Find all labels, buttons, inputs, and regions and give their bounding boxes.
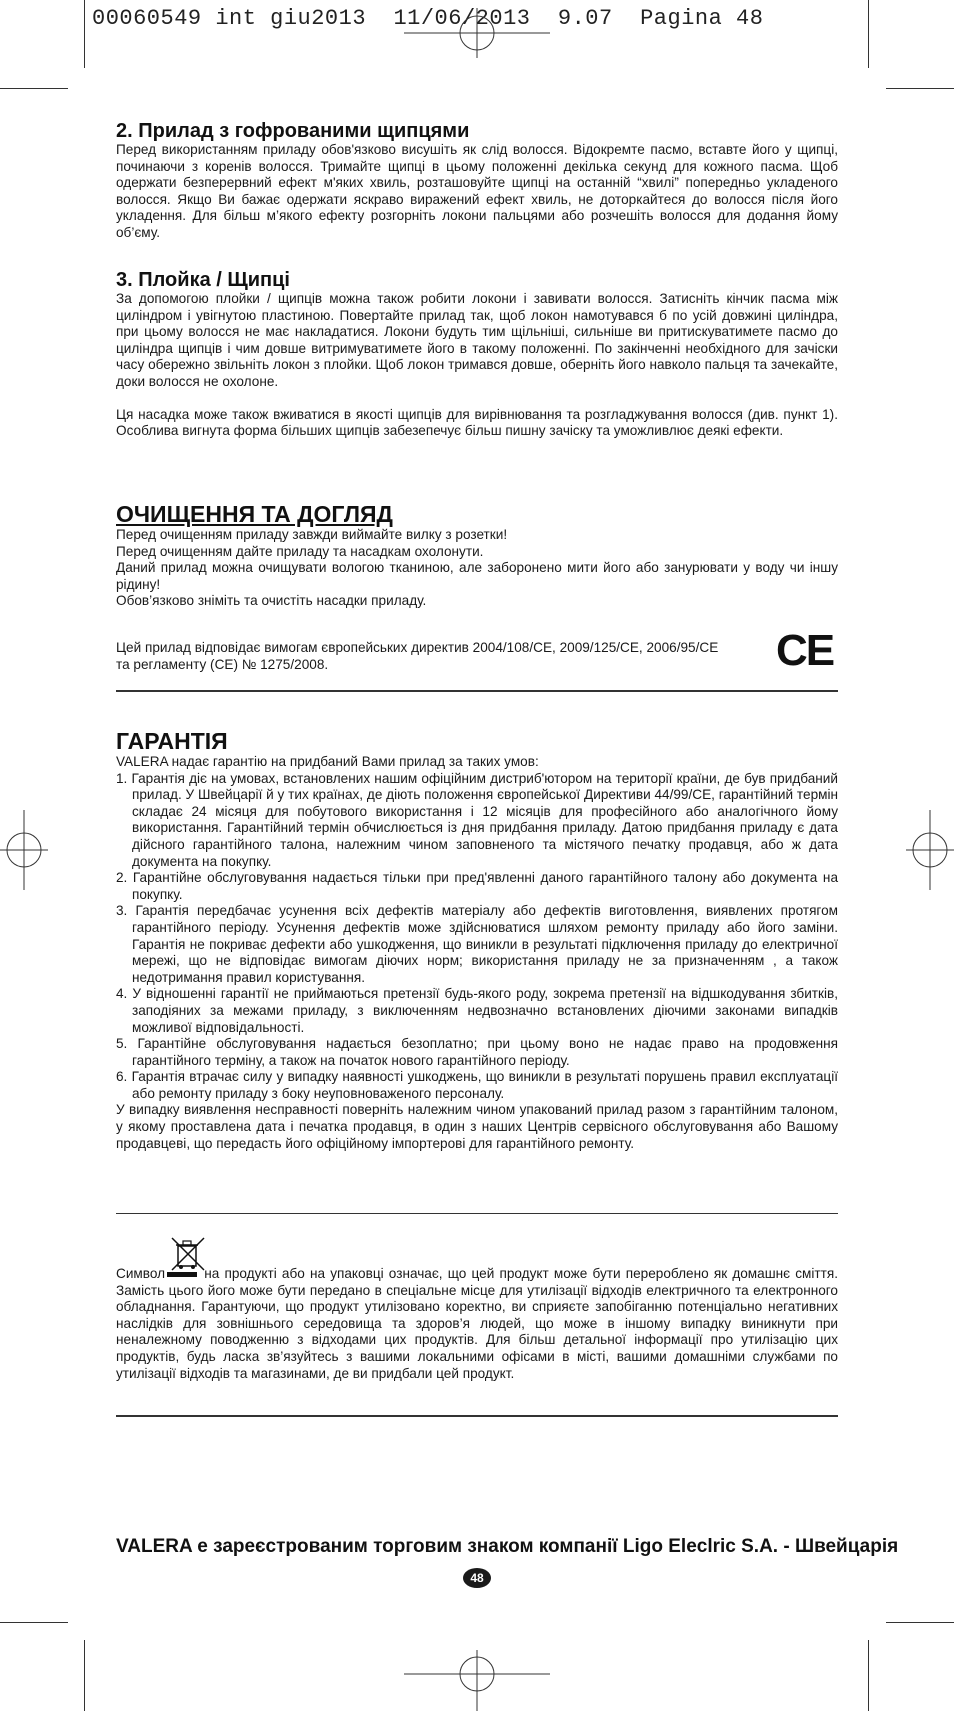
crop-mark [886,1622,954,1623]
list-item: 6. Гарантія втрачає силу у випадку наявності ушкоджень, що виникли в результаті порушень правил експлуатації або ремонту приладу з боку неуповноваженого персоналу. [116,1069,838,1101]
divider [116,1415,838,1417]
registration-mark-icon [404,8,550,58]
crop-mark [0,88,68,89]
list-item: 2. Гарантійне обслуговування надається тільки при пред'явленні даного гарантійного талону або документа на покупку. [116,870,838,902]
list-item: 1. Гарантія діє на умовах, встановлених нашим офіційним дистриб'ютором на території країни, де був придбаний прилад. У Швейцарії й у тих країнах, де діють положення європейської Директиви 44/99/CE, гарантійний термін складає 24 місяця для побутового використання і 12 місяців для професійного або аналогічного йому використання. Гарантійний термін обчислюється із дня придбання приладу. Датою придбання приладу є дата дійсного гарантійного талона, належним чином заповненого та містячого печатку продавця, або ж дата документа на покупку. [116,770,838,869]
compliance-text: Цей прилад відповідає вимогам європейських директив 2004/108/CE, 2009/125/CE, 2006/95/CE та регламенту (CE) № 1275/2008. [116,640,719,672]
section-text: Ця насадка може також вживатися в якості щипців для вирівнювання та розгладжування волосся (див. пункт 1). Особлива вигнута форма більших щипців забезепечує більш пишну зачіску та уможливлює деякі ефекти. [116,406,838,439]
disposal-text [116,1266,838,1382]
section-crimper [116,120,838,242]
cleaning-line: Перед очищенням приладу завжди виймайте вилку з розетки! [116,527,508,542]
section-curler [116,269,838,440]
cleaning-line: Обов’язково зніміть та очистіть насадки приладу. [116,593,427,609]
section-cleaning [116,501,838,610]
section-warranty [116,728,838,1152]
cleaning-line: Перед очищенням дайте приладу та насадкам охолонути. [116,543,484,559]
crop-mark [84,0,85,68]
crop-mark [868,0,869,68]
ce-mark-icon: CE [776,626,834,675]
list-item: 3. Гарантія передбачає усунення всіх дефектів матеріалу або дефектів виготовлення, виявлених протягом гарантійного періоду. Усунення дефектів може здійснюватися шляхом ремонту приладу або його заміни. Гарантія не покриває дефекти або ушкодження, що виникли в результаті підключення приладу до електричної мережі, що не відповідає вимогам діючих норм; використання приладу не за призначенням , а також недотримання правил користування. [116,903,838,985]
divider [116,690,838,692]
registration-mark-icon [906,810,954,890]
section-title: ГАРАНТІЯ [116,728,228,754]
warranty-list [116,771,838,1103]
warranty-outro: У випадку виявлення несправності поверніть належним чином упакований прилад разом з гарантійним талоном, у якому проставлена дата і печатка продавця, в один з наших Центрів сервісного обслуговування або Вашому продавцеві, що передасть його офіційному імпортерові для гарантійного ремонту. [116,1102,838,1151]
registration-mark-icon [0,810,48,890]
section-title: 3. Плойка / Щипці [116,269,290,291]
bin-bar [167,1272,197,1277]
symbol-word: Символ [116,1266,166,1281]
crop-mark [886,88,954,89]
compliance-note [116,640,726,673]
crop-mark [0,1622,68,1623]
list-item: 5. Гарантійне обслуговування надається безоплатно; при цьому воно не надає право на продовження гарантійного терміну, а також на початок нового гарантійного періоду. [116,1036,838,1068]
section-disposal [116,1266,838,1382]
registration-mark-icon [404,1650,550,1711]
section-text: За допомогою плойки / щипців можна також робити локони і завивати волосся. Затисніть кінчик пасма між циліндром і увігнутою пластиною. Повертайте прилад так, щоб локон намотувався б по усій довжині циліндра, при цьому волосся не має накладатися. Локони будуть тим щільніші, сильніше ви притискуватимете пасмо до циліндра щипців і чим довше витримуватимете його в такому положенні. По закінченні необхідного для зачіски часу обережно звільніть локон з плойки. Щоб локон тримався довше, оберніть його навколо пальця та зачекайте, доки волосся не охолоне. [116,291,838,389]
disposal-body: на продукті або на упаковці означає, що цей продукт може бути перероблено як домашнє сміття. Замість цього його може бути передано в спеціальне місце для утилізації відходів електричного та електронного обладнання. Гарантуючи, що продукт утилізовано коректно, ви сприяєте запобіганню потенціально негативних наслідків для зовнішнього середовища та здоров’я людей, що може в іншому випадку виникнути при неналежному поводженню з відходами цих продуктів. Для більш детальної інформації про утилізацію цих продуктів, будь ласка зв’язуйтесь з вашими локальними офісами в місті, вашими домашніми службами по утилізації відходів та магазинами, де ви придбали цей продукт. [116,1266,838,1381]
crop-mark [84,1640,85,1711]
list-item: 4. У відношенні гарантії не приймаються претензії будь-якого роду, зокрема претензії на відшкодування збитків, заподіяних за межами приладу, з виключенням недвозначно встановлених діючими законами випадків можливої відповідальності. [116,986,838,1035]
brand-trademark: VALERA е зареєстрованим торговим знаком компанії Ligo Eleclric S.A. - Швейцарія [116,1536,899,1557]
section-title: 2. Прилад з гофрованими щипцями [116,120,470,142]
section-text: Перед використанням приладу обов'язково висушіть як слід волосся. Відокремте пасмо, вставте його у щипці, починаючи з коренів волосся. Тримайте щипці в цьому положенні декілька секунд для кожного пасма. Щоб одержати безперервний ефект м'яких хвиль, розташовуйте щипці на останній “хвилі” попередньо укладеного волосся. Якщо Ви бажає одержати яскраво виражений ефект хвиль, не доторкайтеся до волосся після його укладення. Для більш м’якого ефекту розгорніть локони пальцями або розчешіть волосся для додання йому об’єму. [116,142,838,240]
section-title: ОЧИЩЕННЯ ТА ДОГЛЯД [116,501,393,527]
warranty-intro: VALERA надає гарантію на придбаний Вами прилад за таких умов: [116,754,539,769]
print-slug: 00060549 int giu2013 11/06/2013 9.07 Pagina 48 [92,6,764,31]
divider [116,1213,838,1214]
crop-mark [868,1640,869,1711]
page-number: 48 [463,1568,491,1588]
cleaning-line: Даний прилад можна очищувати вологою тканиною, але заборонено мити його або занурювати у воду чи іншу рідину! [116,560,838,592]
